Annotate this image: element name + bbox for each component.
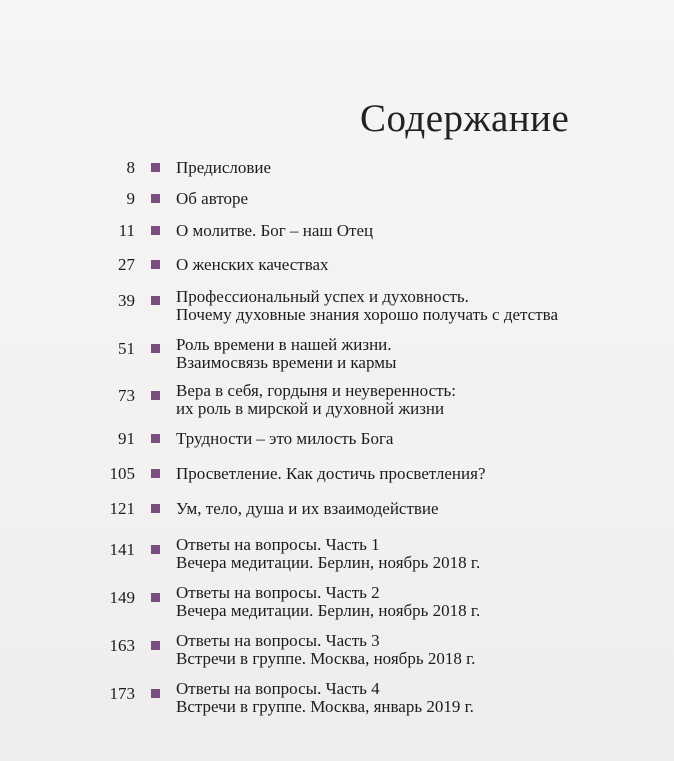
- toc-line: Почему духовные знания хорошо получать с детства: [176, 305, 558, 324]
- toc-page-number: 39: [118, 291, 135, 310]
- toc-line: их роль в мирской и духовной жизни: [176, 399, 445, 418]
- toc-line: Ответы на вопросы. Часть 1: [176, 535, 380, 554]
- toc-page-number: 8: [126, 158, 135, 177]
- toc-bullet-icon: [151, 260, 160, 269]
- toc-entry: [0, 632, 674, 676]
- toc-entry-text: [176, 430, 393, 448]
- toc-line: Вечера медитации. Берлин, ноябрь 2018 г.: [176, 601, 481, 620]
- toc-line: Трудности – это милость Бога: [176, 429, 394, 448]
- toc-line: Роль времени в нашей жизни.: [176, 335, 392, 354]
- toc-bullet-icon: [151, 226, 160, 235]
- toc-entry-text: [176, 500, 439, 518]
- toc-line: Вера в себя, гордыня и неуверенность:: [176, 381, 457, 400]
- toc-page-number: 173: [109, 684, 135, 703]
- toc-entry-text: [176, 288, 558, 324]
- toc-page-number: 11: [118, 221, 135, 240]
- toc-entry-text: [176, 159, 271, 177]
- toc-line: Вечера медитации. Берлин, ноябрь 2018 г.: [176, 553, 481, 572]
- page-title: Содержание: [360, 97, 570, 140]
- toc-page-number: 121: [109, 499, 135, 518]
- toc-line: Встречи в группе. Москва, январь 2019 г.: [176, 697, 474, 716]
- toc-entry: [0, 336, 674, 380]
- toc-line: Ум, тело, душа и их взаимодействие: [176, 499, 439, 518]
- toc-page-number: 27: [118, 255, 135, 274]
- toc-page-number: 163: [109, 636, 135, 655]
- toc-page-number: 9: [126, 189, 135, 208]
- toc-bullet-icon: [151, 504, 160, 513]
- toc-line: Профессиональный успех и духовность.: [176, 287, 469, 306]
- toc-bullet-icon: [151, 296, 160, 305]
- toc-page-number: 105: [109, 464, 135, 483]
- toc-line: Ответы на вопросы. Часть 4: [176, 679, 380, 698]
- toc-line: Предисловие: [176, 158, 272, 177]
- toc-entry-text: [176, 536, 480, 572]
- toc-entry-text: [176, 222, 373, 240]
- toc-page-number: 73: [118, 386, 135, 405]
- toc-bullet-icon: [151, 593, 160, 602]
- toc-bullet-icon: [151, 469, 160, 478]
- toc-entry-text: [176, 382, 456, 418]
- toc-line: Взаимосвязь времени и кармы: [176, 353, 397, 372]
- toc-entry: [0, 288, 674, 332]
- toc-line: О женских качествах: [176, 255, 329, 274]
- toc-page-number: 51: [118, 339, 135, 358]
- toc-bullet-icon: [151, 641, 160, 650]
- toc-page-number: 149: [109, 588, 135, 607]
- toc-bullet-icon: [151, 163, 160, 172]
- toc-entry-text: [176, 680, 474, 716]
- toc-page-number: 141: [109, 540, 135, 559]
- toc-line: Ответы на вопросы. Часть 3: [176, 631, 380, 650]
- toc-line: О молитве. Бог – наш Отец: [176, 221, 374, 240]
- toc-entry-text: [176, 465, 486, 483]
- toc-bullet-icon: [151, 391, 160, 400]
- toc-entry-text: [176, 256, 329, 274]
- toc-line: Об авторе: [176, 189, 249, 208]
- toc-entry-text: [176, 190, 248, 208]
- toc-entry: [0, 536, 674, 580]
- toc-entry: [0, 680, 674, 724]
- toc-entry-text: [176, 632, 475, 668]
- toc-line: Ответы на вопросы. Часть 2: [176, 583, 380, 602]
- toc-bullet-icon: [151, 194, 160, 203]
- toc-bullet-icon: [151, 344, 160, 353]
- toc-bullet-icon: [151, 689, 160, 698]
- toc-line: Просветление. Как достичь просветления?: [176, 464, 486, 483]
- toc-entry: [0, 584, 674, 628]
- toc-entry-text: [176, 336, 396, 372]
- toc-page-number: 91: [118, 429, 135, 448]
- toc-bullet-icon: [151, 434, 160, 443]
- toc-line: Встречи в группе. Москва, ноябрь 2018 г.: [176, 649, 476, 668]
- toc-entry: [0, 382, 674, 426]
- toc-bullet-icon: [151, 545, 160, 554]
- toc-entry-text: [176, 584, 480, 620]
